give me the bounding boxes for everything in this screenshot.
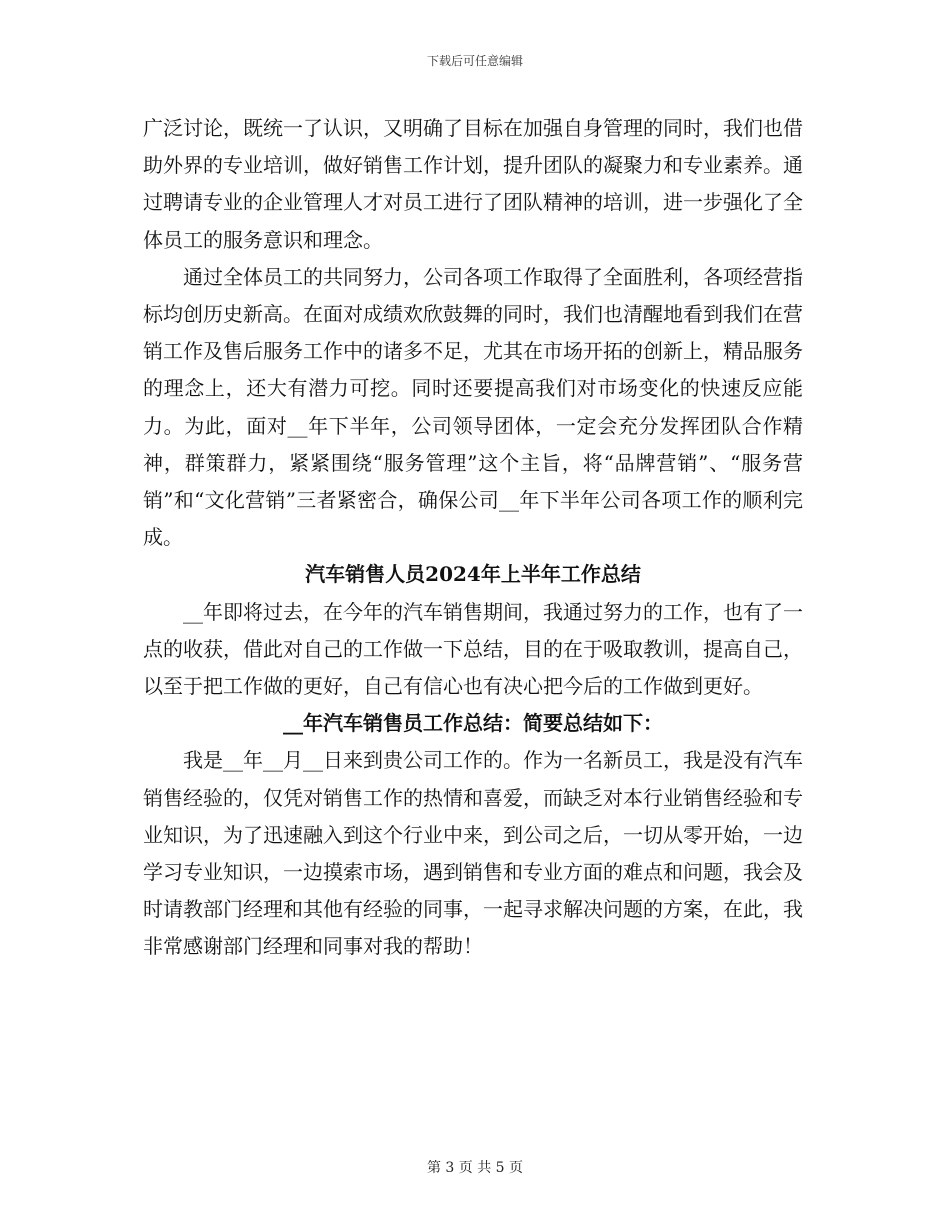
paragraph-4: 我是__年__月__日来到贵公司工作的。作为一名新员工，我是没有汽车销售经验的，仅凭对销售工作的热情和喜爱，而缺乏对本行业销售经验和专业知识，为了迅速融入到这个行业中来，到公司之后，一切从零开始，一边学习专业知识，一边摸索市场，遇到销售和专业方面的难点和问题，我会及时请教部门经理和其他有经验的同事，一起寻求解决问题的方案，在此，我非常感谢部门经理和同事对我的帮助！ [143,748,803,959]
page-header: 下载后可任意编辑 [426,54,523,68]
paragraph-2: 通过全体员工的共同努力，公司各项工作取得了全面胜利，各项经营指标均创历史新高。在面对成绩欢欣鼓舞的同时，我们也清醒地看到我们在营销工作及售后服务工作中的诸多不足，尤其在市场开拓的创新上，精品服务的理念上，还大有潜力可挖。同时还要提高我们对市场变化的快速反应能力。为此，面对__年下半年，公司领导团体，一定会充分发挥团队合作精神，群策群力，紧紧围绕“服务管理”这个主旨，将“品牌营销”、“服务营销”和“文化营销”三者紧密合，确保公司__年下半年公司各项工作的顺利完成。 [143,264,803,550]
paragraph-1: 广泛讨论，既统一了认识，又明确了目标在加强自身管理的同时，我们也借助外界的专业培训，做好销售工作计划，提升团队的凝聚力和专业素养。通过聘请专业的企业管理人才对员工进行了团队精神的培训，进一步强化了全体员工的服务意识和理念。 [143,116,803,252]
document-body [143,110,803,966]
section-title: 汽车销售人员2024年上半年工作总结 [305,562,641,587]
subsection-title: __年汽车销售员工作总结：简要总结如下： [283,711,663,736]
paragraph-3: __年即将过去，在今年的汽车销售期间，我通过努力的工作，也有了一点的收获，借此对自己的工作做一下总结，目的在于吸取教训，提高自己，以至于把工作做的更好，自己有信心也有决心把今后的工作做到更好。 [143,599,803,699]
page-footer: 第 3 页 共 5 页 [426,1160,524,1176]
